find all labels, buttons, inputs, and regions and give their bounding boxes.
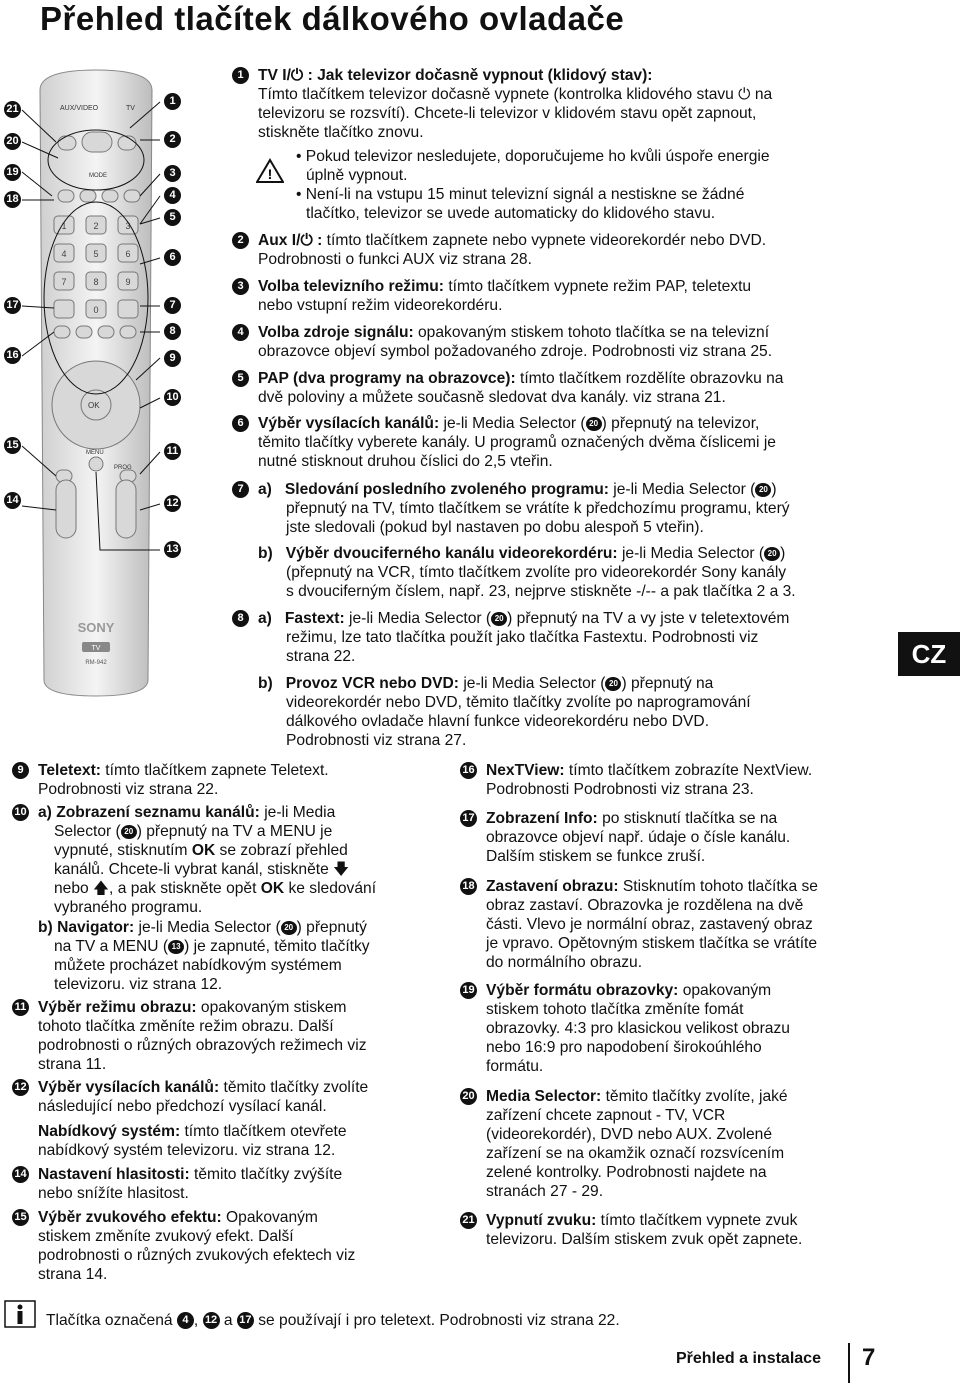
prog-label: PROG <box>114 465 132 471</box>
callout-15: 15 <box>4 437 21 455</box>
mode-label: MODE <box>89 173 107 179</box>
digit-7: 7 <box>61 277 67 287</box>
callout-20: 20 <box>4 133 21 151</box>
callout-2: 2 <box>164 131 181 149</box>
digit-8: 8 <box>93 277 99 287</box>
callout-5: 5 <box>164 209 181 227</box>
brand-logo: SONY <box>77 620 115 635</box>
digit-0: 0 <box>93 305 99 315</box>
callout-13: 13 <box>164 541 181 559</box>
info-icon <box>4 1300 36 1328</box>
callout-7: 7 <box>164 297 181 315</box>
note-text: Tlačítka označená 4 , 12 a 17 se používají i pro teletext. Podrobnosti viz strana 22. <box>46 1312 620 1329</box>
callout-6: 6 <box>164 249 181 267</box>
ok-label: OK <box>88 401 100 410</box>
callout-17: 17 <box>4 297 21 315</box>
callout-21: 21 <box>4 101 21 119</box>
digit-3: 3 <box>125 221 131 231</box>
model-label: RM-942 <box>85 660 107 666</box>
callout-16: 16 <box>4 347 21 365</box>
callout-11: 11 <box>164 443 181 461</box>
warning-icon <box>256 158 284 184</box>
tv-badge: TV <box>91 645 101 652</box>
digit-4: 4 <box>61 249 67 259</box>
footer-section: Přehled a instalace <box>676 1350 821 1367</box>
digit-9: 9 <box>125 277 131 287</box>
tv-label: TV <box>126 105 135 112</box>
aux-label: AUX/VIDEO <box>60 105 99 112</box>
callout-1: 1 <box>164 93 181 111</box>
warning-bullets: • Pokud televizor nesledujete, doporučujeme ho kvůli úspoře energie úplně vypnout. • Není-li na vstupu 15 minut televizní signál a nestiskne se žádné tlačítko, televizor se uvede automaticky do klidového stavu. <box>296 148 770 222</box>
item-number: 1 <box>232 67 249 84</box>
callout-4: 4 <box>164 187 181 205</box>
digit-6: 6 <box>125 249 131 259</box>
footer-divider <box>848 1343 850 1383</box>
digit-1: 1 <box>61 221 67 231</box>
callout-10: 10 <box>164 389 181 407</box>
digit-5: 5 <box>93 249 99 259</box>
callout-12: 12 <box>164 495 181 513</box>
digit-2: 2 <box>93 221 99 231</box>
callout-19: 19 <box>4 164 21 182</box>
page-title: Přehled tlačítek dálkového ovladače <box>40 0 625 37</box>
callout-9: 9 <box>164 350 181 368</box>
callout-14: 14 <box>4 492 21 510</box>
page-number: 7 <box>862 1344 876 1371</box>
language-tab: CZ <box>898 632 960 676</box>
callout-3: 3 <box>164 165 181 183</box>
callout-8: 8 <box>164 323 181 341</box>
svg-text:!: ! <box>267 166 273 182</box>
menu-label: MENU <box>86 450 104 456</box>
callout-18: 18 <box>4 191 21 209</box>
remote-illustration <box>0 60 200 700</box>
item-heading: TV I/⏻ : Jak televizor dočasně vypnout (klidový stav): <box>258 67 653 84</box>
